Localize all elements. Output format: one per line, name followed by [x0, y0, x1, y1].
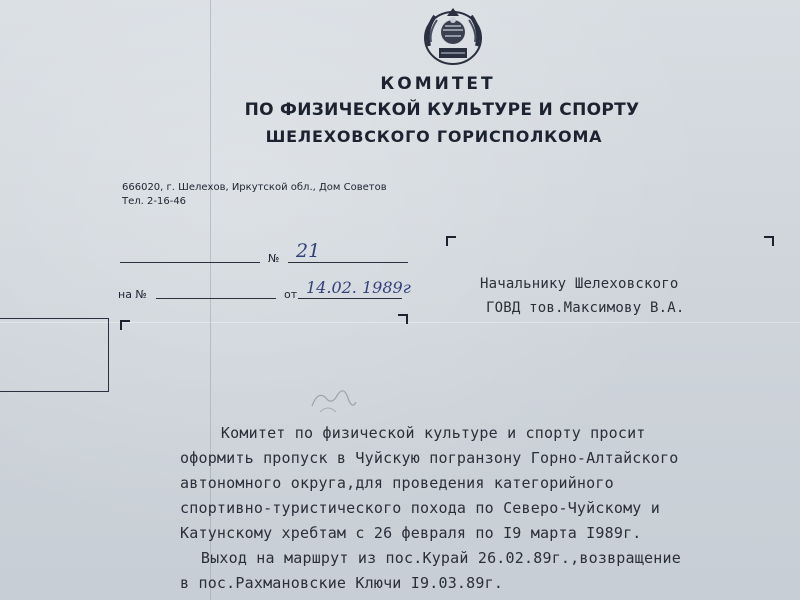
number-line: [288, 262, 408, 263]
soviet-coat-of-arms-icon: [421, 6, 485, 66]
org-subtitle-2: ШЕЛЕХОВСКОГО ГОРИСПОЛКОМА: [265, 127, 603, 146]
body-line-2: оформить пропуск в Чуйскую погранзону Горно-Алтайского: [180, 449, 679, 467]
body-line-1: Комитет по физической культуре и спорту просит: [184, 424, 646, 442]
body-line-4: спортивно-туристического похода по Северо-Чуйскому и: [180, 499, 660, 517]
number-label: №: [268, 252, 280, 265]
reply-line: [156, 298, 276, 299]
corner-mark: [764, 236, 774, 246]
date-label: от: [284, 288, 298, 301]
number-value: 21: [296, 240, 321, 262]
reg-blank-line: [120, 262, 260, 263]
date-line: [298, 298, 402, 299]
address: 666020, г. Шелехов, Иркутской обл., Дом Советов: [122, 182, 387, 193]
pencil-scribble: [308, 384, 360, 418]
corner-mark: [446, 236, 456, 246]
corner-mark: [120, 320, 130, 330]
stamp-box: [0, 318, 109, 392]
org-title: КОМИТЕТ: [380, 74, 496, 94]
body-line-7: в пос.Рахмановские Ключи I9.03.89г.: [180, 574, 504, 592]
phone: Тел. 2-16-46: [122, 196, 187, 207]
body-line-3: автономного округа,для проведения категорийного: [180, 474, 614, 492]
corner-mark: [398, 314, 408, 324]
org-subtitle: ПО ФИЗИЧЕСКОЙ КУЛЬТУРЕ И СПОРТУ: [244, 100, 640, 120]
addressee-line-1: Начальнику Шелеховского: [480, 276, 679, 292]
addressee-line-2: ГОВД тов.Максимову В.А.: [486, 300, 685, 316]
reply-label: на №: [118, 288, 147, 301]
date-value: 14.02. 1989г: [306, 278, 411, 297]
body-line-5: Катунскому хребтам с 26 февраля по I9 марта I989г.: [180, 524, 642, 542]
body-line-6: Выход на маршрут из пос.Курай 26.02.89г.,возвращение: [164, 549, 681, 567]
